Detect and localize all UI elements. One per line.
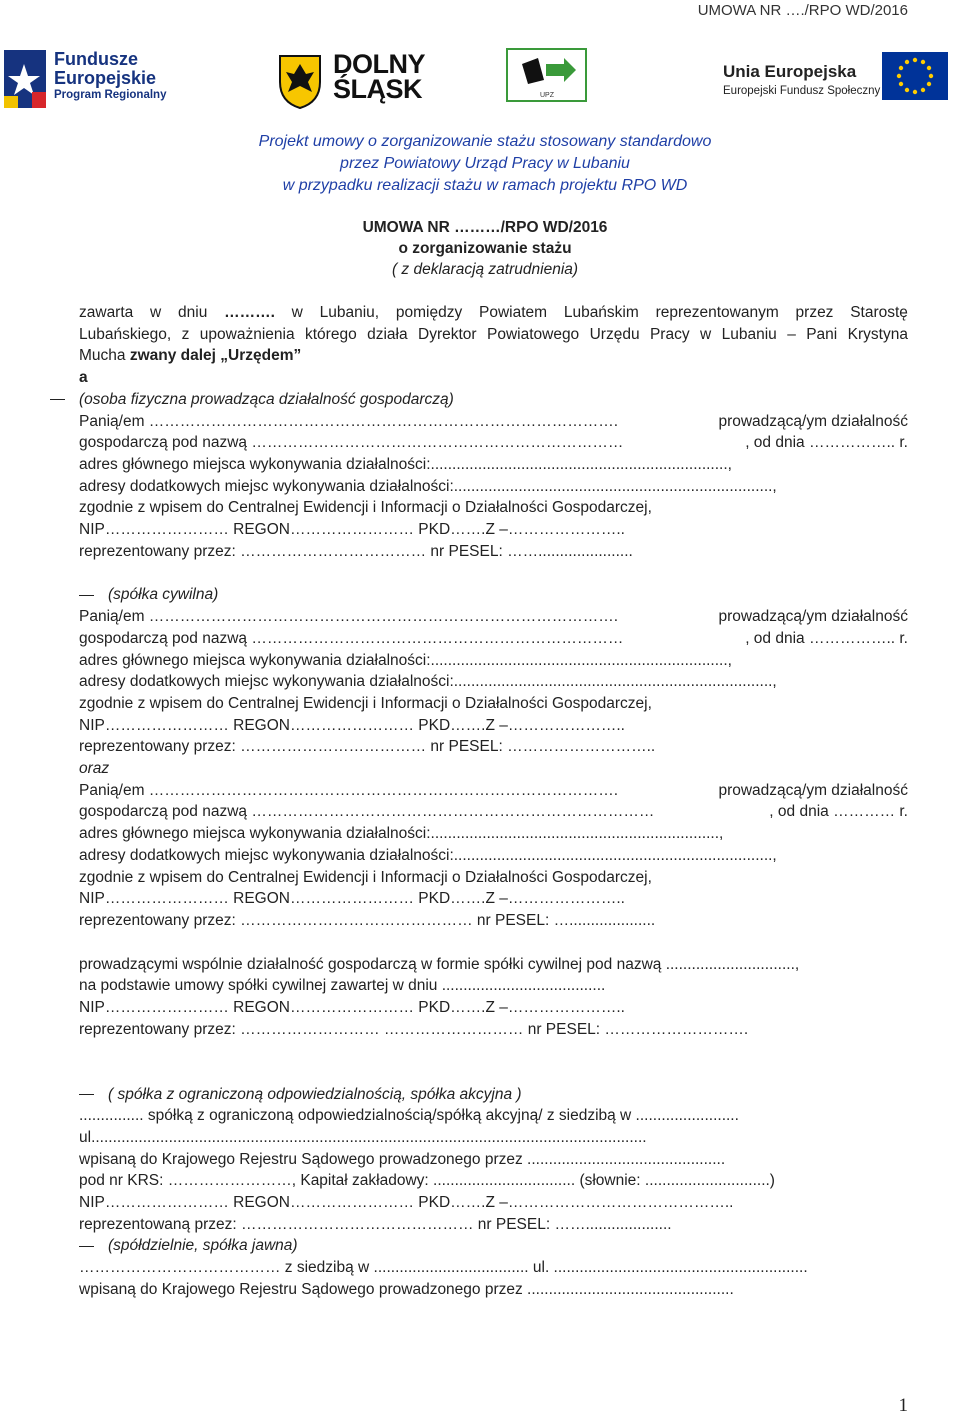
intro-word: Powiatem <box>479 304 548 321</box>
sec3-heading: ( spółka z ograniczoną odpowiedzialnością, spółka akcyjna ) <box>79 1084 908 1106</box>
and-label: a <box>79 369 88 387</box>
sec1-row-5: zgodnie z wpisem do Centralnej Ewidencji i Informacji o Działalności Gospodarczej, <box>79 499 652 517</box>
sec1-row-7: reprezentowany przez: ……………………………… nr PESEL: ……...................... <box>79 542 633 560</box>
title-line-3: w przypadku realizacji stażu w ramach projektu RPO WD <box>282 177 688 194</box>
sec2-partner-row-3: adres głównego miejsca wykonywania działalności:..................................................................., <box>79 825 724 843</box>
intro-word: Krystyna <box>847 325 908 343</box>
intro-word: zawarta <box>79 304 134 321</box>
intro-line-1 <box>79 302 908 324</box>
intro-word: w <box>291 304 303 321</box>
sec2-row-3: adres głównego miejsca wykonywania działalności:....................................................................., <box>79 651 732 669</box>
sec4-heading: (spółdzielnie, spółka jawna) <box>79 1235 908 1257</box>
intro-line-3: Mucha zwany dalej „Urzędem” <box>79 347 302 365</box>
sec2-heading: (spółka cywilna) <box>0 584 908 606</box>
ds-text-1: DOLNY <box>333 49 425 79</box>
sec1-row-2: gospodarczą pod nazwą ……………………………………………………………… , od dnia …………….. r. <box>79 434 908 452</box>
sec3-row-5: NIP…………………… REGON…………………… PKD…….Z –…………………………………….. <box>79 1194 734 1212</box>
pup-arrow-icon <box>508 50 585 90</box>
sec3-row-4: pod nr KRS: ……………………, Kapitał zakładowy: ................................. (słownie: .............................) <box>79 1172 775 1190</box>
unia-europejska-logo <box>720 52 960 112</box>
intro-word: pomiędzy <box>395 304 463 321</box>
agreement-title <box>0 217 960 280</box>
fundusze-europejskie-logo <box>2 42 172 114</box>
intro-word: Lubańskiego, <box>79 325 172 343</box>
sec1-row-1: Panią/em ………………………………………………………………………………. prowadzącą/ym działalność <box>79 412 908 430</box>
sec2-row-5: zgodnie z wpisem do Centralnej Ewidencji i Informacji o Działalności Gospodarczej, <box>79 694 652 712</box>
intro-word: dniu <box>178 304 208 321</box>
agreement-number: UMOWA NR ………/RPO WD/2016 <box>362 219 608 236</box>
ue-text-2: Europejski Fundusz Społeczny <box>723 85 881 97</box>
pup-label: UPZ <box>540 92 554 99</box>
intro-word: którego <box>304 325 357 343</box>
intro-word: w <box>700 325 712 343</box>
sec2-common-row-1: prowadzącymi wspólnie działalność gospodarczą w formie spółki cywilnej pod nazwą .............................., <box>79 955 800 973</box>
intro-line-2 <box>79 324 908 346</box>
sec2-row-2: gospodarczą pod nazwą ……………………………………………………………… , od dnia …………….. r. <box>79 629 908 647</box>
sec2-common-row-4: reprezentowany przez: ……………………… ……………………… nr PESEL: ………………………. <box>79 1020 749 1038</box>
intro-word: Lubaniu, <box>319 304 380 321</box>
running-header: UMOWA NR …./RPO WD/2016 <box>697 2 908 19</box>
dolny-slask-logo <box>276 49 441 112</box>
sec1-row-4: adresy dodatkowych miejsc wykonywania działalności:.........................................................................., <box>79 477 777 495</box>
agreement-note: ( z deklaracją zatrudnienia) <box>391 261 579 278</box>
project-title <box>0 131 960 197</box>
intro-word: przez <box>795 304 834 321</box>
sec2-common-row-3: NIP…………………… REGON…………………… PKD…….Z –………………….. <box>79 999 625 1017</box>
sec4-row-2: wpisaną do Krajowego Rejestru Sądowego prowadzonego przez ................................................ <box>79 1280 734 1298</box>
sec2-row-1: Panią/em ………………………………………………………………………………. prowadzącą/ym działalność <box>79 608 908 626</box>
intro-word: upoważnienia <box>199 325 295 343</box>
document-body <box>79 302 908 1301</box>
sec2-partner-row-1: Panią/em ………………………………………………………………………………. prowadzącą/ym działalność <box>79 781 908 799</box>
logo-bar <box>0 42 960 117</box>
pup-logo <box>506 48 587 102</box>
coat-of-arms-icon <box>276 52 324 110</box>
fe-text-2: Europejskie <box>54 68 157 88</box>
intro-word: Lubańskim <box>563 304 639 321</box>
sec1-row-6: NIP…………………… REGON…………………… PKD…….Z –………………….. <box>79 521 625 539</box>
agreement-subject: o zorganizowanie stażu <box>398 240 572 257</box>
intro-word: Dyrektor <box>418 325 477 343</box>
ue-text-1: Unia Europejska <box>723 62 857 81</box>
sec2-row-7: reprezentowany przez: ……………………………… nr PESEL: ……………………….. <box>79 738 656 756</box>
fe-star-icon <box>2 42 52 112</box>
page-number: 1 <box>898 1395 908 1416</box>
sec2-oraz: oraz <box>79 760 110 778</box>
title-line-2: przez Powiatowy Urząd Pracy w Lubaniu <box>340 155 630 172</box>
sec1-row-3: adres głównego miejsca wykonywania działalności:....................................................................., <box>79 455 732 473</box>
sec2-partner-row-2: gospodarczą pod nazwą …………………………………………………………………… , od dnia ………… r. <box>79 803 908 821</box>
sec3-row-6: reprezentowaną przez: ……………………………………… nr PESEL: …….................... <box>79 1215 672 1233</box>
sec2-common-row-2: na podstawie umowy spółki cywilnej zawartej w dniu ...................................... <box>79 977 606 995</box>
sec1-heading: (osoba fizyczna prowadząca działalność gospodarczą) <box>0 389 908 411</box>
intro-word: Powiatowego <box>486 325 580 343</box>
sec3-row-1: ............... spółką z ograniczoną odpowiedzialnością/spółką akcyjną/ z siedzibą w ........................ <box>79 1107 739 1125</box>
sec2-partner-row-5: zgodnie z wpisem do Centralnej Ewidencji i Informacji o Działalności Gospodarczej, <box>79 868 652 886</box>
fe-text-1: Fundusze <box>54 49 138 69</box>
title-line-1: Projekt umowy o zorganizowanie stażu stosowany standardowo <box>258 133 712 150</box>
sec2-row-4: adresy dodatkowych miejsc wykonywania działalności:.........................................................................., <box>79 673 777 691</box>
intro-word: z <box>181 325 190 343</box>
sec2-row-6: NIP…………………… REGON…………………… PKD…….Z –………………….. <box>79 716 625 734</box>
sec3-row-3: wpisaną do Krajowego Rejestru Sądowego prowadzonego przez .............................................. <box>79 1150 726 1168</box>
sec4-row-1: ………………………………… z siedzibą w .................................... ul. ........................................................... <box>79 1259 808 1277</box>
intro-word: ………. <box>224 304 275 321</box>
intro-word: – <box>787 325 796 343</box>
intro-word: w <box>150 304 162 321</box>
sec2-partner-row-6: NIP…………………… REGON…………………… PKD…….Z –………………….. <box>79 890 625 908</box>
ds-text-2: ŚLĄSK <box>333 74 423 104</box>
sec3-row-2: ul................................................................................................................................. <box>79 1128 647 1146</box>
sec2-partner-row-7: reprezentowany przez: ……………………………………… nr PESEL: ….................... <box>79 911 656 929</box>
intro-word: Pani <box>806 325 838 343</box>
intro-word: Lubaniu <box>721 325 777 343</box>
intro-word: Pracy <box>649 325 690 343</box>
intro-word: Starostę <box>850 304 908 321</box>
intro-word: działa <box>367 325 408 343</box>
eu-flag-icon <box>882 52 948 100</box>
fe-text-3: Program Regionalny <box>54 89 167 101</box>
sec2-partner-row-4: adresy dodatkowych miejsc wykonywania działalności:.........................................................................., <box>79 846 777 864</box>
intro-word: Urzędu <box>589 325 640 343</box>
intro-word: reprezentowanym <box>655 304 779 321</box>
